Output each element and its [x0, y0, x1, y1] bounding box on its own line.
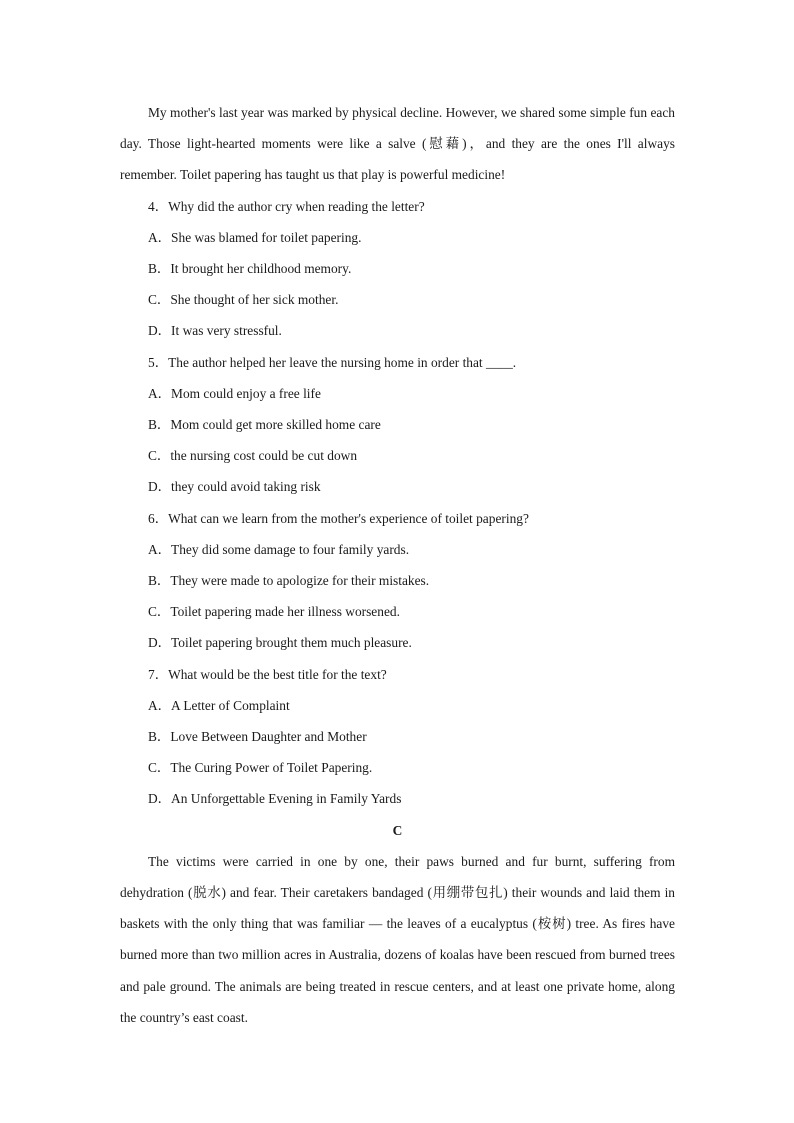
question-stem: 7．What would be the best title for the text?: [148, 666, 387, 682]
answer-option: C．The Curing Power of Toilet Papering.: [148, 760, 373, 776]
answer-option: B．It brought her childhood memory.: [148, 261, 352, 277]
answer-option: B．Mom could get more skilled home care: [148, 417, 381, 433]
passage-paragraph: The victims were carried in one by one, their paws burned and fur burnt, suffering from dehydration (脱水) and fear. Their caretakers bandaged (用绷带包扎) their wounds and laid them in baskets with the only thing that was familiar — the leaves of a eucalyptus (桉树) tree. As fires have burned more than two million acres in Australia, dozens of koalas have been rescued from burned trees and pale ground. The animals are being treated in rescue centers, and at least one private home, along the country’s east coast.: [120, 853, 675, 1025]
question-stem: 4．Why did the author cry when reading the letter?: [148, 198, 425, 214]
question-stem: 5．The author helped her leave the nursing home in order that ____.: [148, 354, 517, 370]
answer-option: A．They did some damage to four family yards.: [148, 541, 410, 557]
question-6: [120, 503, 675, 659]
question-7: [120, 659, 675, 815]
answer-option: B．They were made to apologize for their mistakes.: [148, 573, 430, 589]
answer-option: D．An Unforgettable Evening in Family Yards: [148, 791, 402, 807]
question-stem: 6．What can we learn from the mother's experience of toilet papering?: [148, 510, 529, 526]
answer-option: D．they could avoid taking risk: [148, 479, 321, 495]
answer-option: C．She thought of her sick mother.: [148, 292, 339, 308]
answer-option: D．Toilet papering brought them much pleasure.: [148, 635, 412, 651]
answer-option: D．It was very stressful.: [148, 323, 282, 339]
answer-option: A．She was blamed for toilet papering.: [148, 229, 362, 245]
section-title: C: [392, 822, 403, 838]
question-4: [120, 191, 675, 347]
question-5: [120, 347, 675, 503]
answer-option: A．A Letter of Complaint: [148, 697, 290, 713]
answer-option: B．Love Between Daughter and Mother: [148, 729, 367, 745]
document-page: [120, 97, 675, 1033]
answer-option: C．Toilet papering made her illness worsened.: [148, 604, 400, 620]
passage-paragraph: My mother's last year was marked by physical decline. However, we shared some simple fun each day. Those light-hearted moments were like a salve (慰藉)，and they are the ones I'll always remember. Toilet papering has taught us that play is powerful medicine!: [120, 105, 675, 183]
answer-option: A．Mom could enjoy a free life: [148, 385, 321, 401]
answer-option: C．the nursing cost could be cut down: [148, 448, 358, 464]
